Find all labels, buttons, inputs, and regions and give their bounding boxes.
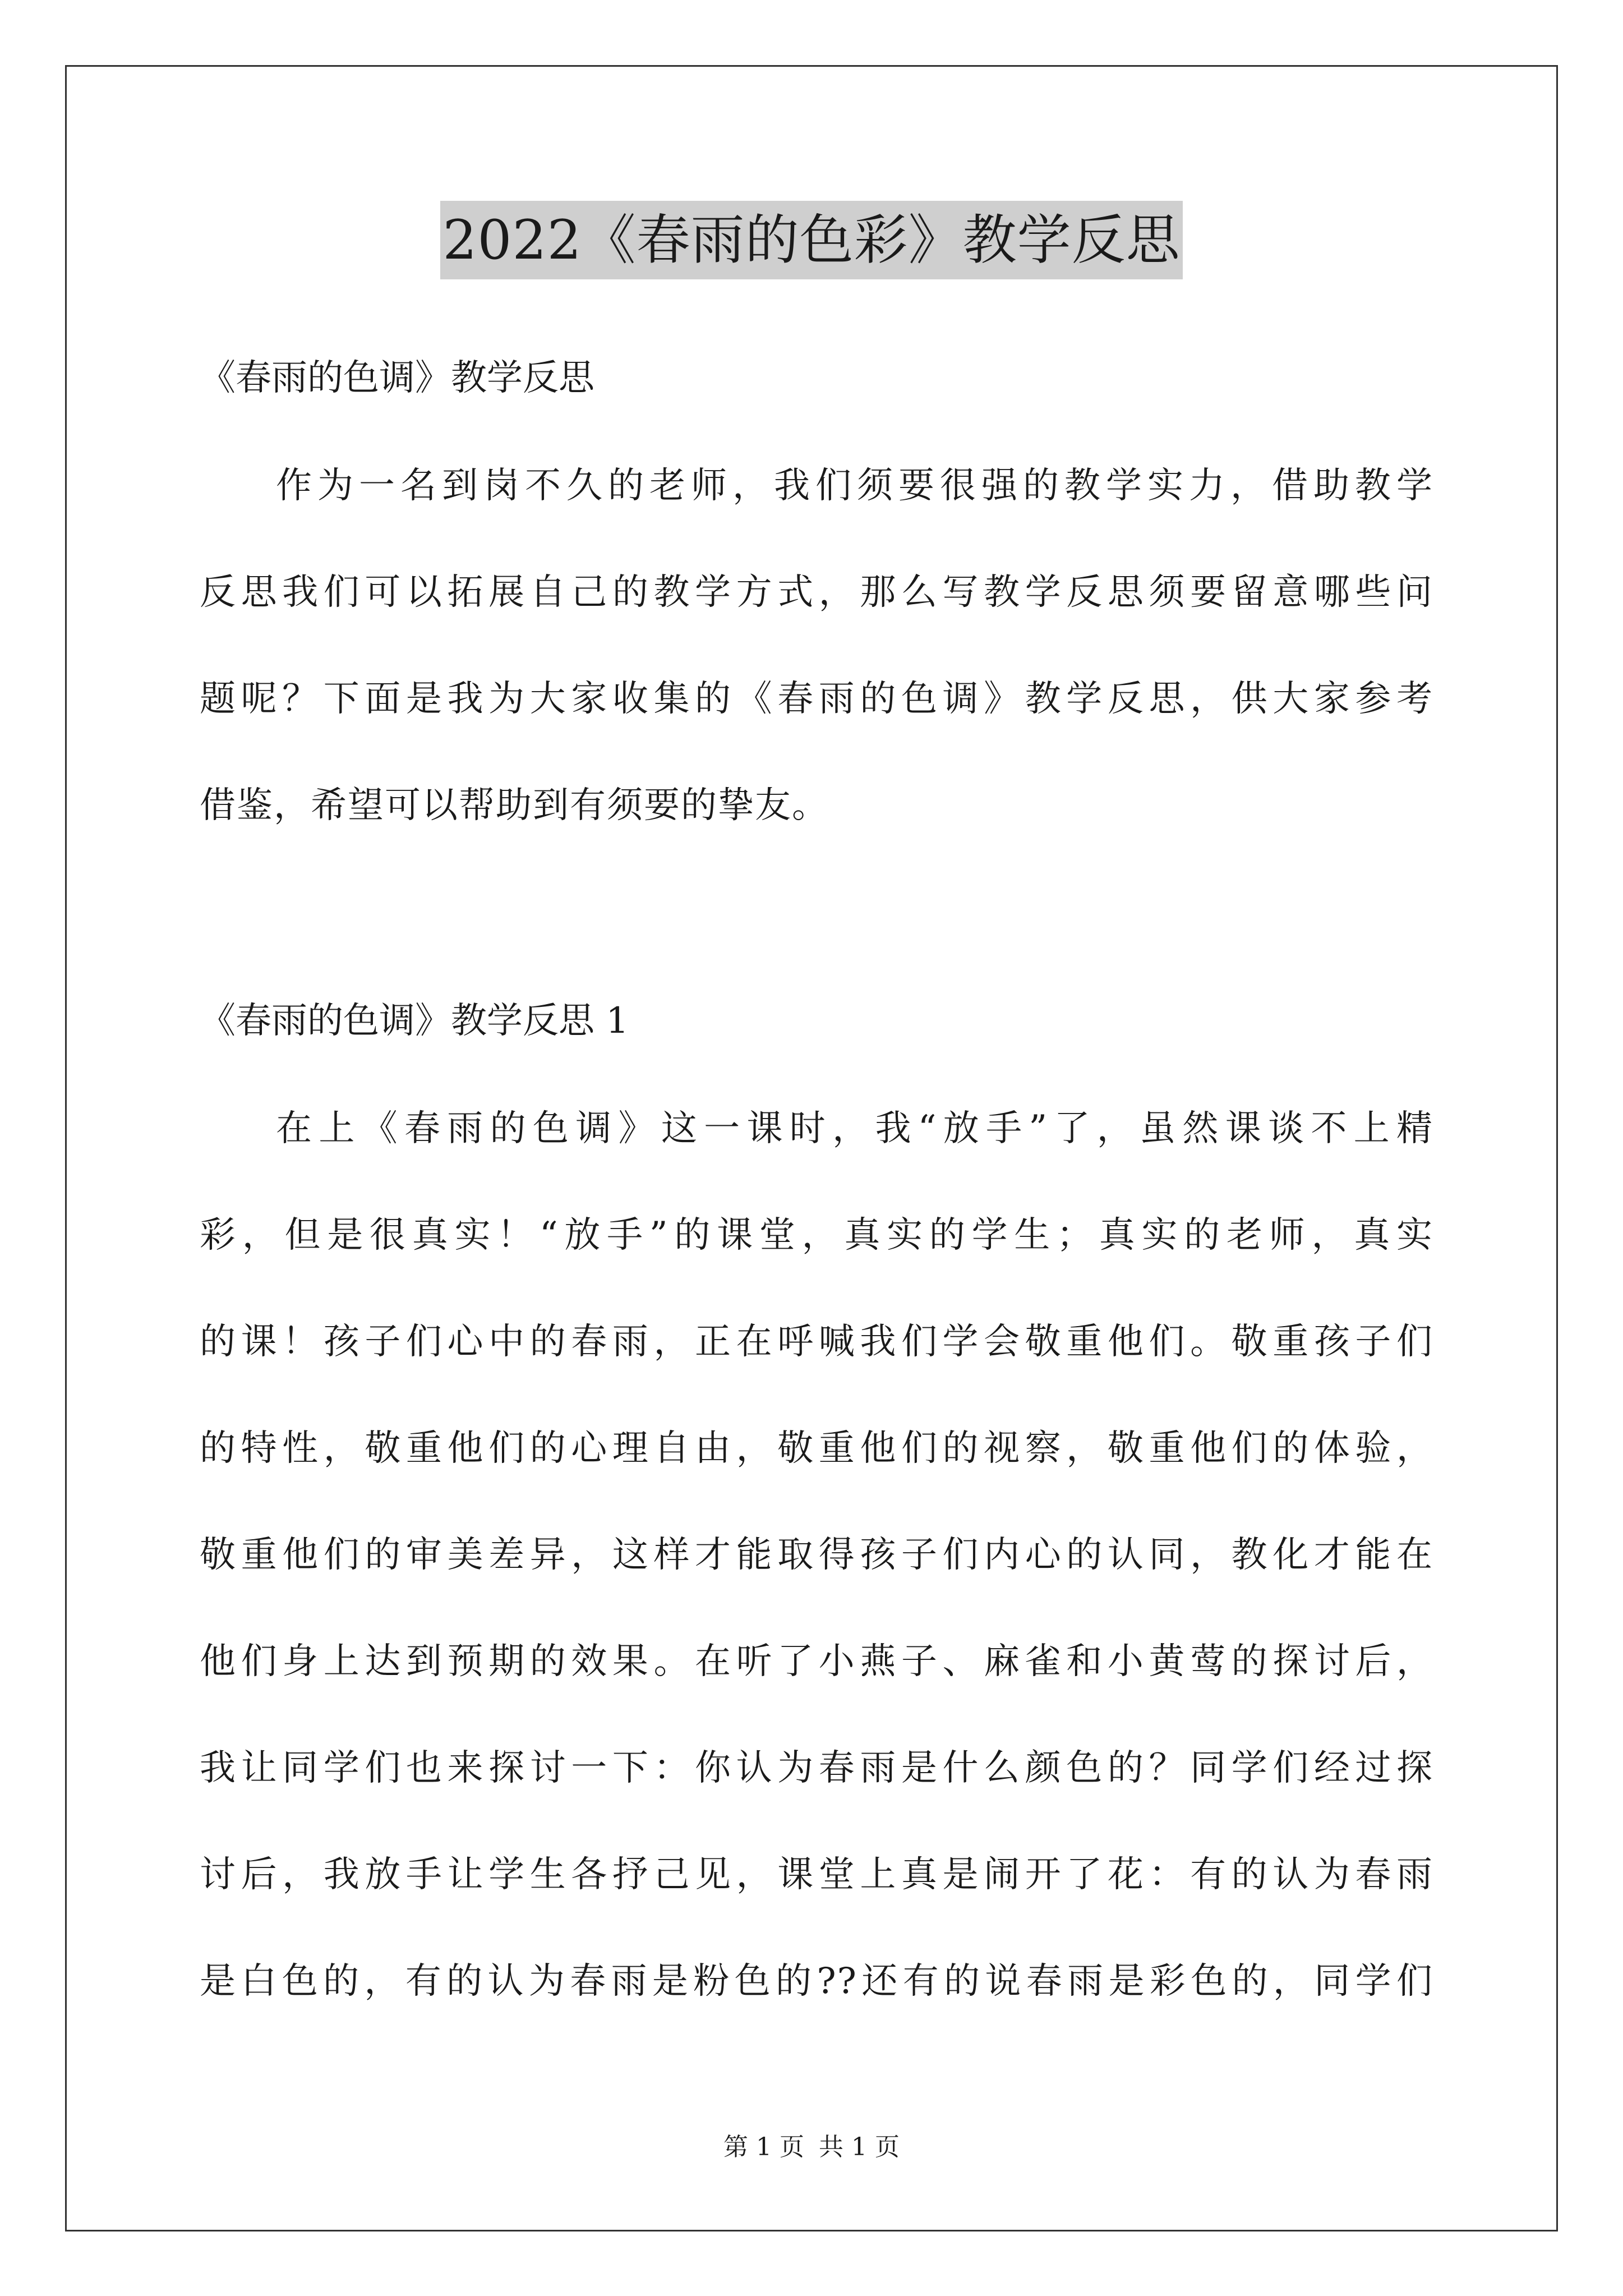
body-line-2: 彩，但是很真实！“放手”的课堂，真实的学生；真实的老师，真实 (200, 1214, 1433, 1256)
document-title: 2022《春雨的色彩》教学反思 (440, 201, 1182, 279)
title-block (0, 201, 1623, 279)
document-subtitle: 《春雨的色调》教学反思 (200, 357, 594, 399)
body-line-7: 我让同学们也来探讨一下：你认为春雨是什么颜色的？同学们经过探 (200, 1747, 1433, 1789)
body-line-6: 他们身上达到预期的效果。在听了小燕子、麻雀和小黄莺的探讨后， (200, 1641, 1433, 1682)
body-line-8: 讨后，我放手让学生各抒己见，课堂上真是闹开了花：有的认为春雨 (200, 1854, 1433, 1895)
body-line-9: 是白色的，有的认为春雨是粉色的??还有的说春雨是彩色的，同学们 (200, 1961, 1433, 2002)
page-footer (0, 2131, 1623, 2164)
intro-line-3: 题呢？下面是我为大家收集的《春雨的色调》教学反思，供大家参考 (200, 678, 1433, 720)
body-line-4: 的特性，敬重他们的心理自由，敬重他们的视察，敬重他们的体验， (200, 1428, 1433, 1469)
page-number-total: 共 1 页 (819, 2133, 900, 2161)
page-number-current: 第 1 页 (723, 2133, 804, 2161)
intro-line-1: 作为一名到岗不久的老师，我们须要很强的教学实力，借助教学 (276, 465, 1433, 507)
body-line-5: 敬重他们的审美差异，这样才能取得孩子们内心的认同，教化才能在 (200, 1534, 1433, 1576)
intro-line-4: 借鉴，希望可以帮助到有须要的挚友。 (200, 785, 829, 826)
body-line-1: 在上《春雨的色调》这一课时，我“放手”了，虽然课谈不上精 (276, 1108, 1433, 1149)
intro-line-2: 反思我们可以拓展自己的教学方式，那么写教学反思须要留意哪些问 (200, 572, 1433, 613)
body-line-3: 的课！孩子们心中的春雨，正在呼喊我们学会敬重他们。敬重孩子们 (200, 1321, 1433, 1363)
section-heading: 《春雨的色调》教学反思 1 (200, 1000, 629, 1042)
